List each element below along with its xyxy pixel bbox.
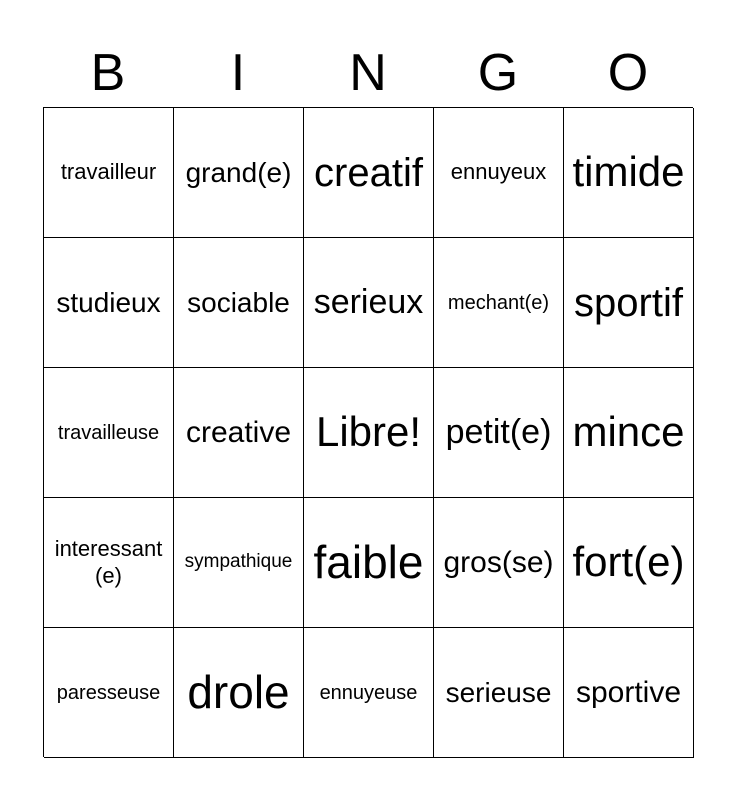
bingo-cell[interactable]: ennuyeuse xyxy=(304,628,434,758)
free-space-cell[interactable]: Libre! xyxy=(304,368,434,498)
header-letter-o: O xyxy=(607,44,649,102)
header-letter-n: N xyxy=(349,44,387,102)
bingo-cell[interactable]: creative xyxy=(174,368,304,498)
bingo-cell[interactable]: creatif xyxy=(304,108,434,238)
bingo-cell[interactable]: interessant (e) xyxy=(44,498,174,628)
bingo-board xyxy=(43,107,693,757)
bingo-cell[interactable]: travailleuse xyxy=(44,368,174,498)
bingo-cell[interactable]: gros(se) xyxy=(434,498,564,628)
bingo-cell[interactable]: sociable xyxy=(174,238,304,368)
header-letter-i: I xyxy=(230,44,246,102)
bingo-cell[interactable]: sportive xyxy=(564,628,694,758)
bingo-cell[interactable]: petit(e) xyxy=(434,368,564,498)
bingo-cell[interactable]: sympathique xyxy=(174,498,304,628)
header-letter-g: G xyxy=(477,44,519,102)
bingo-cell[interactable]: serieux xyxy=(304,238,434,368)
bingo-cell[interactable]: timide xyxy=(564,108,694,238)
bingo-cell[interactable]: mince xyxy=(564,368,694,498)
bingo-cell[interactable]: faible xyxy=(304,498,434,628)
bingo-header xyxy=(43,40,693,106)
bingo-cell[interactable]: drole xyxy=(174,628,304,758)
bingo-cell[interactable]: ennuyeux xyxy=(434,108,564,238)
bingo-cell[interactable]: mechant(e) xyxy=(434,238,564,368)
bingo-cell[interactable]: sportif xyxy=(564,238,694,368)
bingo-cell[interactable]: serieuse xyxy=(434,628,564,758)
bingo-cell[interactable]: fort(e) xyxy=(564,498,694,628)
bingo-cell[interactable]: grand(e) xyxy=(174,108,304,238)
bingo-cell[interactable]: studieux xyxy=(44,238,174,368)
bingo-cell[interactable]: travailleur xyxy=(44,108,174,238)
header-letter-b: B xyxy=(90,44,126,102)
bingo-cell[interactable]: paresseuse xyxy=(44,628,174,758)
